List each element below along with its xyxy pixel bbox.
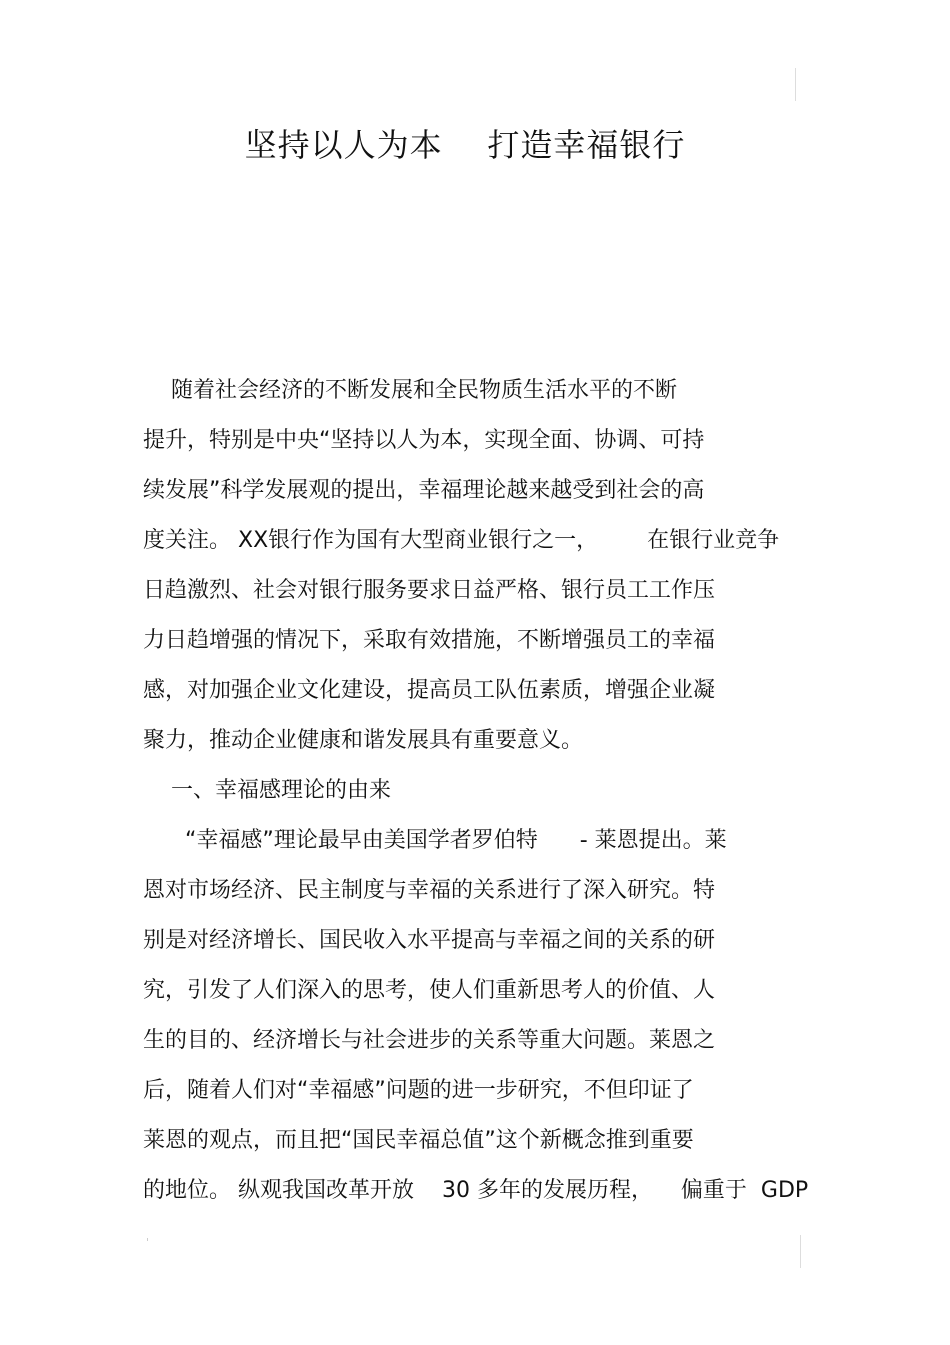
paragraph-line: 日趋激烈、社会对银行服务要求日益严格、银行员工工作压 <box>143 578 716 603</box>
paragraph-line: 究，引发了人们深入的思考，使人们重新思考人的价值、人 <box>143 978 716 1003</box>
paragraph-line: “幸福感”理论最早由美国学者罗伯特 - 莱恩提出。莱 <box>143 828 727 853</box>
paragraph-line: 恩对市场经济、民主制度与幸福的关系进行了深入研究。特 <box>143 878 716 903</box>
paragraph-line: 感，对加强企业文化建设，提高员工队伍素质，增强企业凝 <box>143 678 716 703</box>
paragraph-line: 续发展”科学发展观的提出，幸福理论越来越受到社会的高 <box>143 478 705 503</box>
paragraph-line: 聚力，推动企业健康和谐发展具有重要意义。 <box>143 728 584 753</box>
paragraph-line: 提升，特别是中央“坚持以人为本，实现全面、协调、可持 <box>143 428 705 453</box>
section-heading: 一、幸福感理论的由来 <box>143 778 391 803</box>
paragraph-line: 别是对经济增长、国民收入水平提高与幸福之间的关系的研 <box>143 928 716 953</box>
paragraph-line: 生的目的、经济增长与社会进步的关系等重大问题。莱恩之 <box>143 1028 716 1053</box>
paragraph-line: 随着社会经济的不断发展和全民物质生活水平的不断 <box>143 378 677 403</box>
paragraph-line: 莱恩的观点，而且把“国民幸福总值”这个新概念推到重要 <box>143 1128 694 1153</box>
paragraph-line: 的地位。 纵观我国改革开放 30 多年的发展历程， 偏重于 GDP <box>143 1178 809 1203</box>
page-corner-mark <box>147 1238 148 1241</box>
document-title: 坚持以人为本 打造幸福银行 <box>244 126 686 164</box>
page-edge-mark-bottom <box>800 1235 801 1268</box>
page-edge-mark-top <box>795 68 796 101</box>
paragraph-line: 后，随着人们对“幸福感”问题的进一步研究，不但印证了 <box>143 1078 694 1103</box>
paragraph-line: 力日趋增强的情况下，采取有效措施，不断增强员工的幸福 <box>143 628 716 653</box>
paragraph-line: 度关注。 XX银行作为国有大型商业银行之一， 在银行业竞争 <box>143 528 780 553</box>
